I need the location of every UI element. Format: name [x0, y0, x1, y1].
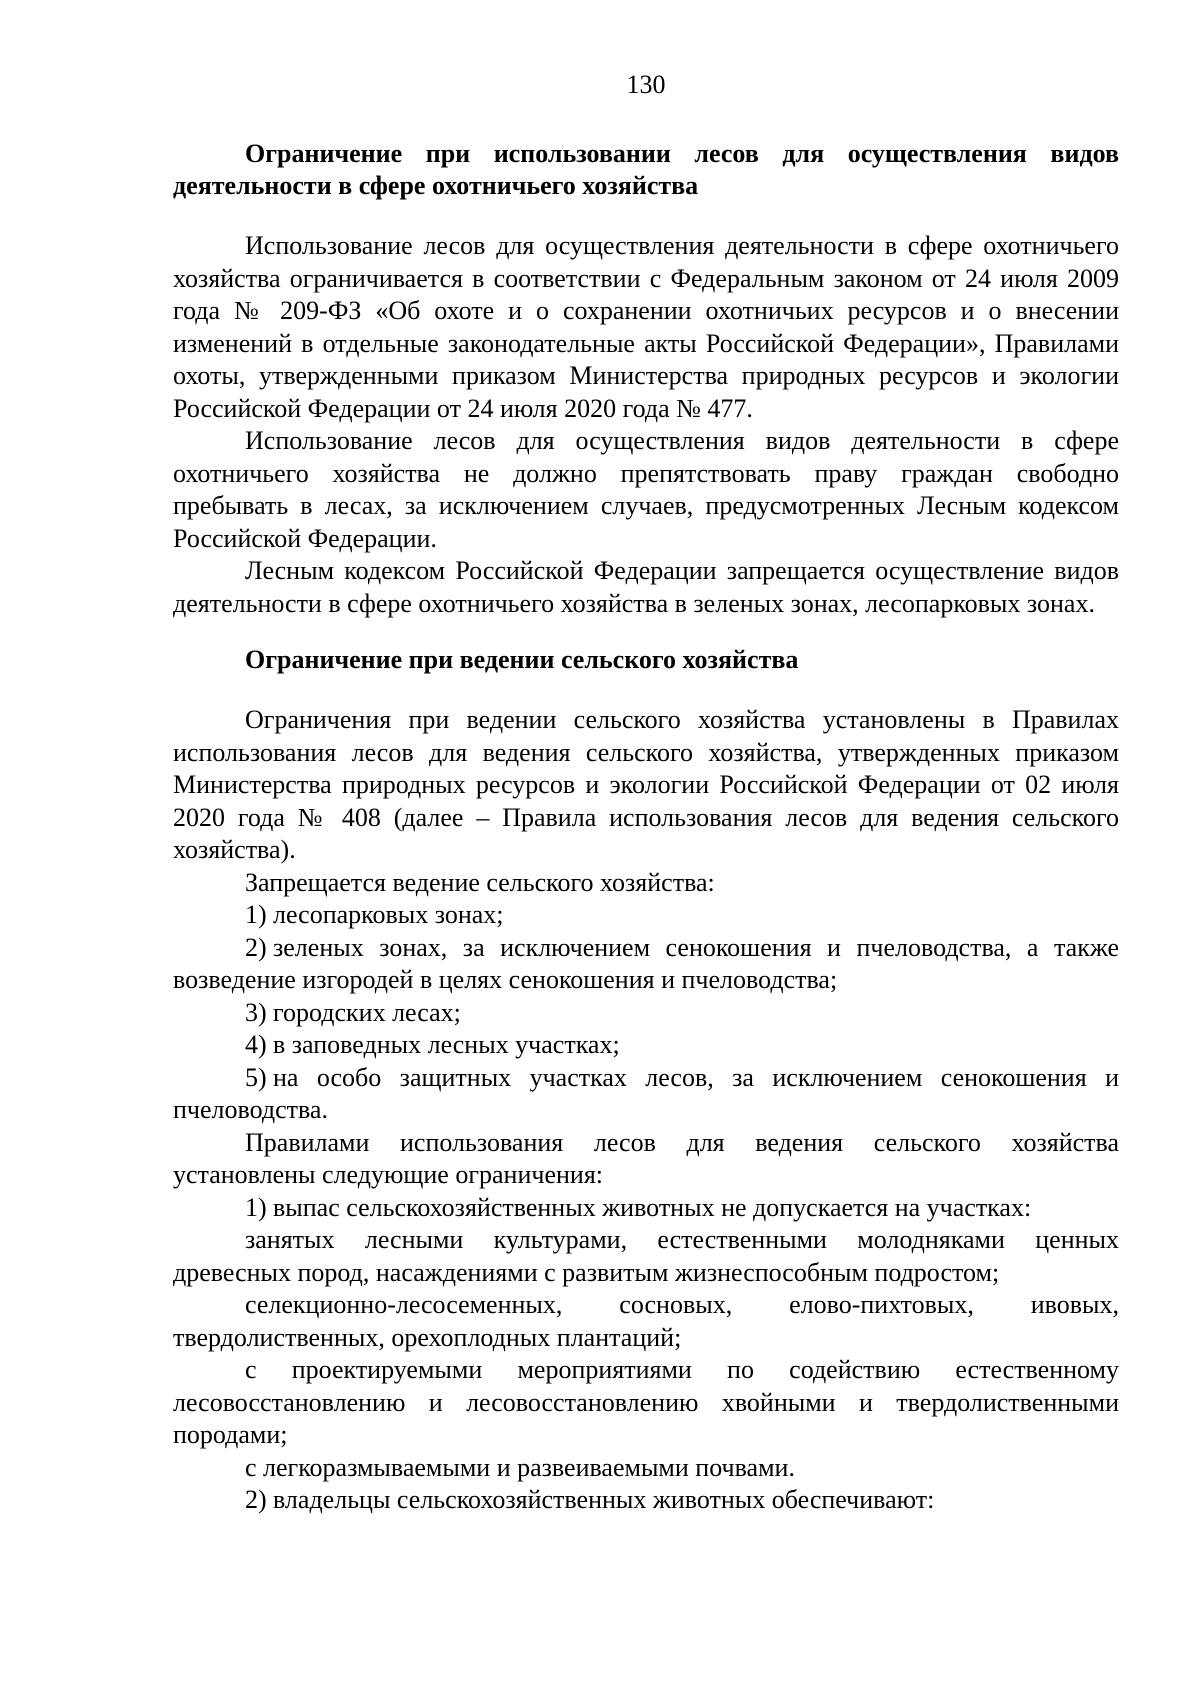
list-item [173, 899, 1119, 932]
list-number: 4) [245, 1030, 267, 1059]
list-number: 1) [245, 1192, 267, 1222]
list-text: на особо защитных участках лесов, за исключением сенокошения и пчеловодства. [173, 1062, 1119, 1124]
paragraph: Ограничения при ведении сельского хозяйства установлены в Правилах использования лесов для ведения сельского хозяйства, утвержденных приказом Министерства природных ресурсов и экологии Российской Федерации от 02 июля 2020 года № 408 (далее – Правила использования лесов для ведения сельского хозяйства). [173, 705, 1119, 864]
list-text: городских лесах; [273, 997, 461, 1027]
sub-item: селекционно-лесосеменных, сосновых, елово-пихтовых, ивовых, твердолиственных, орехоплодных плантаций; [173, 1290, 1119, 1352]
list-item [173, 1029, 1119, 1062]
paragraph: Использование лесов для осуществления видов деятельности в сфере охотничьего хозяйства не должно препятствовать праву граждан свободно пребывать в лесах, за исключением случаев, предусмотренных Лесным кодексом Российской Федерации. [173, 426, 1119, 553]
page-number: 130 [626, 70, 666, 99]
list-item [173, 997, 1119, 1030]
list-text: владельцы сельскохозяйственных животных обеспечивают: [273, 1485, 935, 1514]
list-number: 5) [245, 1062, 267, 1092]
paragraph: Правилами использования лесов для ведения сельского хозяйства установлены следующие ограничения: [173, 1127, 1119, 1189]
list-item [173, 1484, 1119, 1517]
sub-item: с легкоразмываемыми и развеиваемыми почвами. [245, 1452, 795, 1482]
paragraph: Лесным кодексом Российской Федерации запрещается осуществление видов деятельности в сфере охотничьего хозяйства в зеленых зонах, лесопарковых зонах. [173, 556, 1119, 618]
list-item [173, 932, 1119, 997]
list-number: 2) [245, 932, 267, 962]
list-text: лесопарковых зонах; [273, 900, 504, 929]
list-number: 2) [245, 1485, 267, 1514]
list-text: зеленых зонах, за исключением сенокошения и пчеловодства, а также возведение изгородей в целях сенокошения и пчеловодства; [173, 932, 1119, 994]
sub-item: с проектируемыми мероприятиями по содействию естественному лесовосстановлению и лесовосстановлению хвойными и твердолиственными породами; [173, 1355, 1119, 1449]
list-text: в заповедных лесных участках; [273, 1030, 620, 1059]
section-heading-agriculture: Ограничение при ведении сельского хозяйства [245, 645, 799, 674]
list-item [173, 1192, 1119, 1225]
document-page [173, 0, 1119, 1517]
section-heading-hunting: Ограничение при использовании лесов для осуществления видов деятельности в сфере охотничьего хозяйства [173, 139, 1119, 200]
list-number: 3) [245, 997, 267, 1027]
list-number: 1) [245, 900, 267, 929]
paragraph: Запрещается ведение сельского хозяйства: [245, 867, 715, 897]
list-text: выпас сельскохозяйственных животных не допускается на участках: [273, 1192, 1032, 1222]
list-item [173, 1062, 1119, 1127]
paragraph: Использование лесов для осуществления деятельности в сфере охотничьего хозяйства ограничивается в соответствии с Федеральным законом от 24 июля 2009 года № 209-ФЗ «Об охоте и о сохранении охотничьих ресурсов и о внесении изменений в отдельные законодательные акты Российской Федерации», Правилами охоты, утвержденными приказом Министерства природных ресурсов и экологии Российской Федерации от 24 июля 2020 года № 477. [173, 231, 1119, 423]
sub-item: занятых лесными культурами, естественными молодняками ценных древесных пород, насаждениями с развитым жизнеспособным подростом; [173, 1225, 1119, 1287]
